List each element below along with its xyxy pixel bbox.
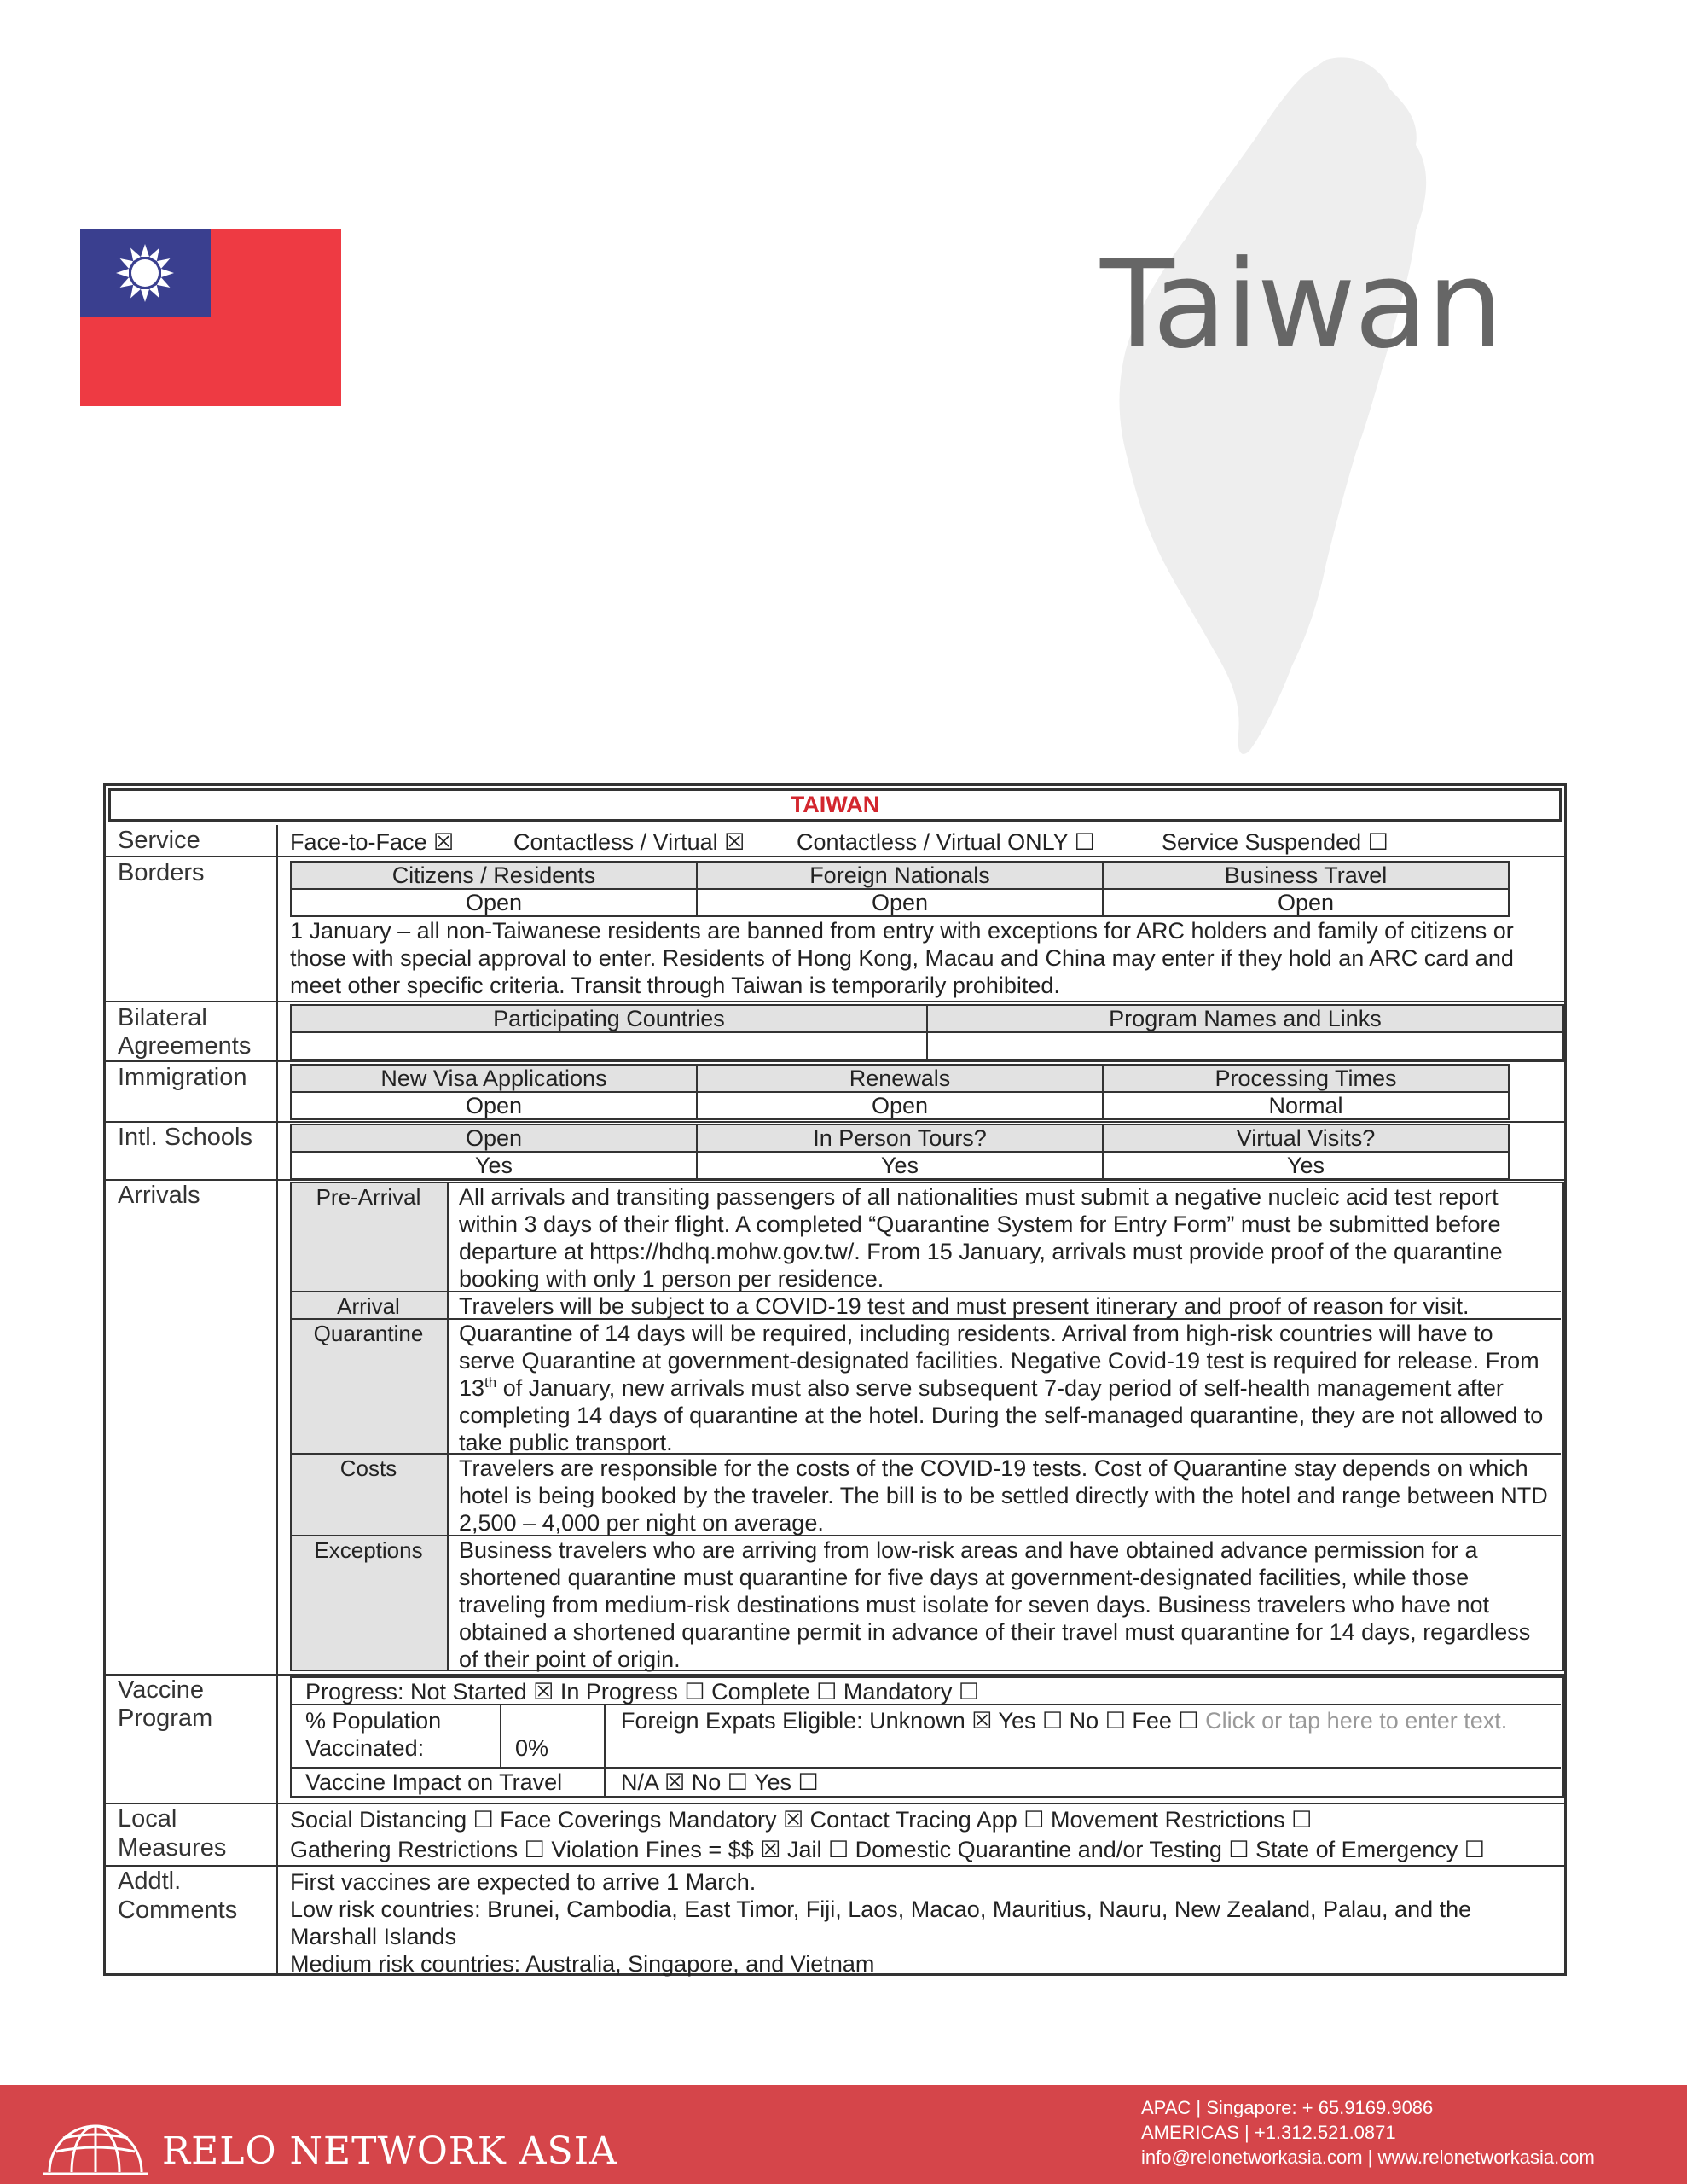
footer-bar xyxy=(0,2085,1687,2184)
arrivals-arrival-text: Travelers will be subject to a COVID-19 test and must present itinerary and proof of reason for visit. xyxy=(459,1293,1470,1319)
arrivals-arrival-label: Arrival xyxy=(337,1293,400,1319)
row-divider xyxy=(106,1001,1564,1002)
borders-header-citizens: Citizens / Residents xyxy=(290,861,698,890)
schools-value-virtual: Yes xyxy=(1102,1151,1510,1180)
arrivals-column-divider xyxy=(447,1182,449,1671)
arrivals-costs-label: Costs xyxy=(339,1455,397,1481)
vaccine-col-divider xyxy=(604,1704,606,1798)
borders-note: 1 January – all non-Taiwanese residents are banned from entry with exceptions for ARC holders and family of citizens or those with special approval to enter. Residents of Hong Kong, Macau and China may enter if they hold an ARC card and meet other specific criteria. Transit through Taiwan is temporarily prohibited. xyxy=(290,918,1514,998)
local-measures-line-2[interactable]: Gathering Restrictions ☐ Violation Fines = $$ ☒ Jail ☐ Domestic Quarantine and/or Testing ☐ State of Emergency ☐ xyxy=(290,1837,1485,1862)
contact-americas: AMERICAS | +1.312.521.0871 xyxy=(1141,2122,1396,2143)
vaccine-fee-input[interactable]: Click or tap here to enter text. xyxy=(1205,1708,1508,1734)
comments-line-1: First vaccines are expected to arrive 1 March. xyxy=(290,1869,757,1895)
contact-email-web[interactable]: info@relonetworkasia.com | www.relonetworkasia.com xyxy=(1141,2146,1595,2168)
immigration-value-processing: Normal xyxy=(1102,1091,1510,1120)
arrivals-quarantine-text: Quarantine of 14 days will be required, including residents. Arrival from high-risk countries will have to serve Quarantine at government-designated facilities. Negative Covid-19 test is required for release. From 13th of January, new arrivals must also serve subsequent 7-day period of self-health management after completing 14 days of quarantine at the hotel. During the self-managed quarantine, they are not allowed to take public transport. xyxy=(459,1321,1544,1455)
immigration-header-renewals: Renewals xyxy=(696,1064,1104,1093)
white-sun-icon xyxy=(80,229,211,317)
service-option-contactless[interactable]: Contactless / Virtual ☒ xyxy=(513,829,745,855)
vaccine-impact-value[interactable]: N/A ☒ No ☐ Yes ☐ xyxy=(621,1769,819,1795)
vaccine-label-1: Vaccine xyxy=(118,1676,205,1704)
vaccine-impact-label: Vaccine Impact on Travel xyxy=(305,1769,563,1795)
immigration-header-new-visa: New Visa Applications xyxy=(290,1064,698,1093)
borders-value-citizens: Open xyxy=(290,888,698,917)
flag-canton xyxy=(80,229,211,317)
borders-value-foreign: Open xyxy=(696,888,1104,917)
local-label-2: Measures xyxy=(118,1834,227,1862)
schools-header-tours: In Person Tours? xyxy=(696,1124,1104,1153)
bilateral-label-2: Agreements xyxy=(118,1032,252,1060)
schools-header-virtual: Virtual Visits? xyxy=(1102,1124,1510,1153)
immigration-value-renewals: Open xyxy=(696,1091,1104,1120)
schools-value-open: Yes xyxy=(290,1151,698,1180)
contact-apac: APAC | Singapore: + 65.9169.9086 xyxy=(1141,2097,1434,2118)
schools-label: Intl. Schools xyxy=(118,1124,252,1151)
label-column-divider xyxy=(276,825,278,1973)
row-divider xyxy=(106,856,1564,857)
service-option-contactless-only[interactable]: Contactless / Virtual ONLY ☐ xyxy=(797,829,1095,855)
vaccine-expats-eligible[interactable]: Foreign Expats Eligible: Unknown ☒ Yes ☐ No ☐ Fee ☐ Click or tap here to enter text. xyxy=(621,1708,1508,1734)
borders-header-business: Business Travel xyxy=(1102,861,1510,890)
vaccine-progress[interactable]: Progress: Not Started ☒ In Progress ☐ Complete ☐ Mandatory ☐ xyxy=(305,1679,980,1705)
borders-label: Borders xyxy=(118,859,205,886)
immigration-value-new-visa: Open xyxy=(290,1091,698,1120)
taiwan-map-silhouette xyxy=(989,51,1552,759)
taiwan-flag xyxy=(80,229,341,406)
footer-contact xyxy=(1141,2095,1595,2169)
page-title: Taiwan xyxy=(1100,235,1502,375)
table-title: TAIWAN xyxy=(108,788,1562,822)
comments-line-3: Medium risk countries: Australia, Singapore, and Vietnam xyxy=(290,1951,875,1977)
comments-label-2: Comments xyxy=(118,1896,238,1924)
arrivals-exceptions-label: Exceptions xyxy=(314,1537,423,1563)
borders-value-business: Open xyxy=(1102,888,1510,917)
arrivals-pre-arrival-text: All arrivals and transiting passengers of all nationalities must submit a negative nucleic acid test report within 3 days of their flight. A completed “Quarantine System for Entry Form” must be submitted before departure at https://hdhq.mohw.gov.tw/. From 15 January, arrivals must provide proof of the quarantine booking with only 1 person per residence. xyxy=(459,1184,1503,1292)
immigration-header-processing: Processing Times xyxy=(1102,1064,1510,1093)
arrivals-label-column xyxy=(292,1183,447,1670)
arrivals-costs-text: Travelers are responsible for the costs of the COVID-19 tests. Cost of Quarantine stay depends on which hotel is being booked by the traveler. The bill is to be settled directly with the hotel and range between NTD 2,500 – 4,000 per night on average. xyxy=(459,1455,1548,1536)
bilateral-programs-value xyxy=(926,1031,1564,1060)
bilateral-label-1: Bilateral xyxy=(118,1004,207,1031)
service-option-face-to-face[interactable]: Face-to-Face ☒ xyxy=(290,829,455,855)
service-option-suspended[interactable]: Service Suspended ☐ xyxy=(1162,829,1388,855)
row-divider xyxy=(106,1865,1564,1867)
brand-name: RELO NETWORK ASIA xyxy=(162,2129,617,2173)
row-divider xyxy=(106,1121,1564,1123)
vaccine-label-2: Program xyxy=(118,1705,213,1732)
vaccine-pct-value: 0% xyxy=(515,1735,549,1761)
globe-logo-icon xyxy=(38,2095,154,2177)
bilateral-header-countries: Participating Countries xyxy=(290,1004,928,1033)
borders-header-foreign: Foreign Nationals xyxy=(696,861,1104,890)
vaccine-pct-label-2: Vaccinated: xyxy=(305,1735,425,1761)
row-divider xyxy=(106,1803,1564,1804)
arrivals-quarantine-label: Quarantine xyxy=(313,1321,424,1346)
local-measures-line-1[interactable]: Social Distancing ☐ Face Coverings Mandatory ☒ Contact Tracing App ☐ Movement Restrictions ☐ xyxy=(290,1807,1313,1833)
arrivals-pre-arrival-label: Pre-Arrival xyxy=(316,1184,421,1210)
schools-header-open: Open xyxy=(290,1124,698,1153)
bilateral-countries-value xyxy=(290,1031,928,1060)
vaccine-pct-label-1: % Population xyxy=(305,1708,442,1734)
comments-label-1: Addtl. xyxy=(118,1867,182,1895)
bilateral-header-programs: Program Names and Links xyxy=(926,1004,1564,1033)
immigration-label: Immigration xyxy=(118,1064,247,1091)
comments-line-2: Low risk countries: Brunei, Cambodia, East Timor, Fiji, Laos, Macao, Mauritius, Nauru, New Zealand, Palau, and the Marshall Islands xyxy=(290,1896,1472,1949)
country-info-table xyxy=(103,783,1567,1976)
arrivals-exceptions-text: Business travelers who are arriving from low-risk areas and have obtained advance permission for a shortened quarantine must quarantine for five days at government-designated facilities, while those traveling from medium-risk destinations must isolate for seven days. Business travelers who have not obtained a shortened quarantine permit in advance of their travel must quarantine for 14 days, regardless of their point of origin. xyxy=(459,1537,1531,1672)
arrivals-label: Arrivals xyxy=(118,1182,200,1209)
row-divider xyxy=(106,1060,1564,1062)
schools-value-tours: Yes xyxy=(696,1151,1104,1180)
vaccine-col-divider xyxy=(500,1704,501,1767)
service-label: Service xyxy=(118,827,200,854)
row-divider xyxy=(106,1674,1564,1676)
local-label-1: Local xyxy=(118,1805,177,1833)
